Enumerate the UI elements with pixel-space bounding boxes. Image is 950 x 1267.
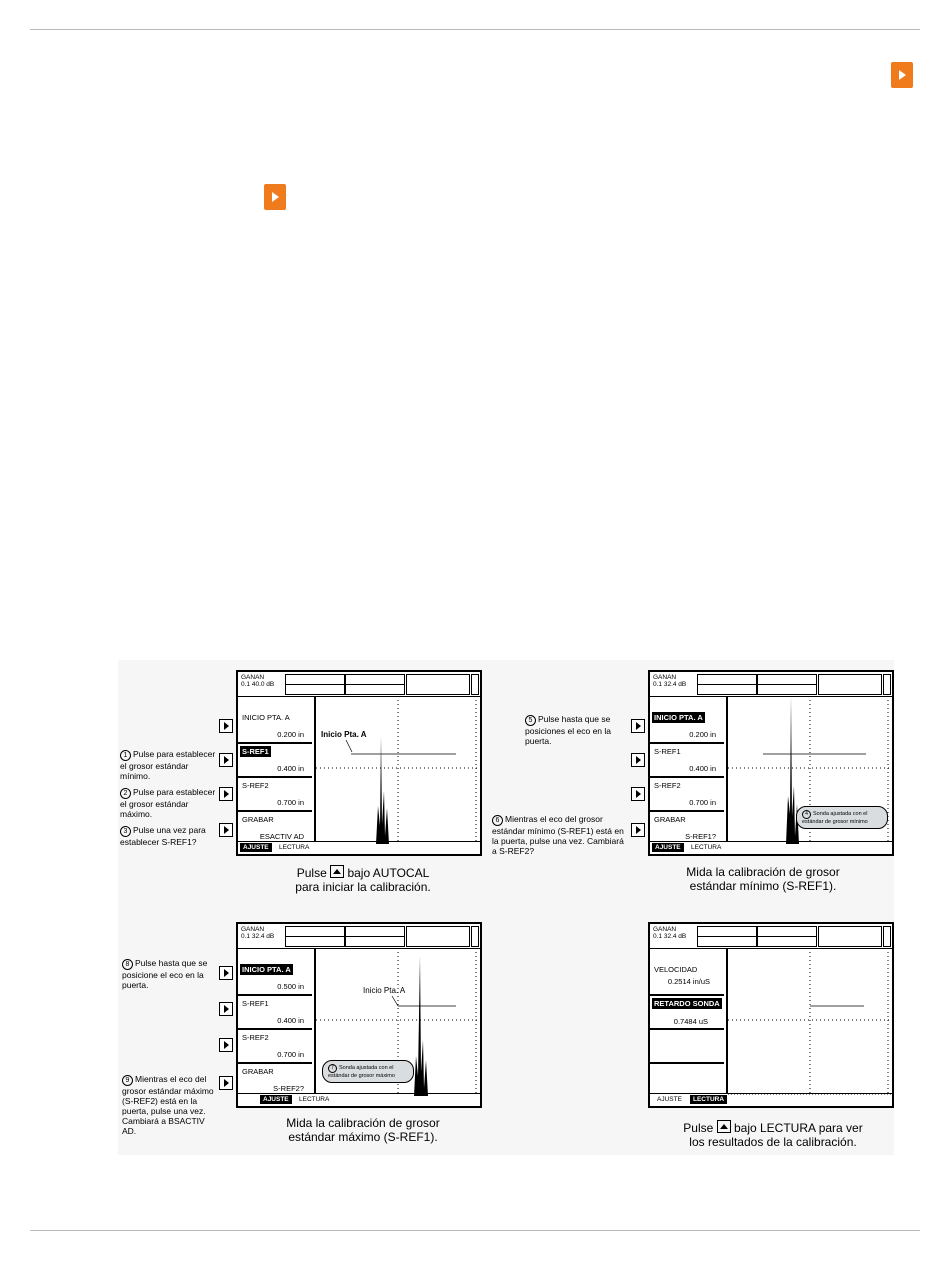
gain-readout: GANAN 0.1 32.4 dB xyxy=(653,926,687,940)
screen-panel-1 xyxy=(236,670,482,856)
screen-panel-2 xyxy=(648,670,894,856)
tab-lectura[interactable]: LECTURA xyxy=(691,844,722,851)
menu-column xyxy=(650,696,728,842)
gate-label: Inicio Pta. A xyxy=(363,986,406,995)
menu-item-inicio[interactable]: INICIO PTA. A 0.200 in xyxy=(238,710,312,744)
panel-footer-tabs xyxy=(238,841,480,854)
panel-footer-tabs xyxy=(238,1093,480,1106)
note-5: 5 Pulse hasta que se posiciones el eco en la puerta. xyxy=(525,714,612,746)
menu-item-sref2[interactable]: S-REF2 0.700 in xyxy=(238,1030,312,1064)
screen-panel-3 xyxy=(236,922,482,1108)
menu-item-sref1[interactable]: S-REF1 0.400 in xyxy=(238,996,312,1030)
panel-header xyxy=(238,924,480,949)
note-9: 9 Mientras el eco del grosor estándar máximo (S-REF2) está en la puerta, pulse una vez. Cambiará a BSACTIV AD. xyxy=(122,1074,214,1136)
info-bubble: 7 Sonda ajustada con el estándar de grosor máximo xyxy=(322,1060,414,1083)
bottom-rule xyxy=(30,1230,920,1231)
menu-item-inicio[interactable]: INICIO PTA. A 0.200 in xyxy=(650,710,724,744)
info-bubble: 4 Sonda ajustada con el estándar de grosor mínimo xyxy=(796,806,888,829)
menu-item-sref1[interactable]: S-REF1 0.400 in xyxy=(650,744,724,778)
side-arrow-button[interactable] xyxy=(219,823,233,837)
play-button-top[interactable] xyxy=(891,62,913,88)
menu-item-empty xyxy=(650,1030,724,1064)
tab-lectura[interactable]: LECTURA xyxy=(690,1095,727,1104)
menu-item-sref2[interactable]: S-REF2 0.700 in xyxy=(238,778,312,812)
gain-readout: GANAN 0.1 32.4 dB xyxy=(653,674,687,688)
menu-item-velocidad[interactable]: VELOCIDAD 0.2514 in/uS xyxy=(650,962,724,996)
screen-panel-4 xyxy=(648,922,894,1108)
a-scan-display xyxy=(316,948,480,1094)
panel-footer-tabs xyxy=(650,841,892,854)
gain-readout: GANAN 0.1 40.0 dB xyxy=(241,674,275,688)
tab-lectura[interactable]: LECTURA xyxy=(299,1096,330,1103)
calibration-figure xyxy=(118,660,894,1155)
menu-item-grabar[interactable]: GRABAR ESACTIV AD xyxy=(242,815,304,841)
panel-footer-tabs xyxy=(650,1093,892,1106)
side-arrow-button[interactable] xyxy=(631,753,645,767)
top-rule xyxy=(30,29,920,30)
menu-item-inicio[interactable]: INICIO PTA. A 0.500 in xyxy=(238,962,312,996)
side-arrow-button[interactable] xyxy=(219,719,233,733)
gate-label: Inicio Pta. A xyxy=(321,730,367,739)
menu-item-grabar[interactable]: GRABAR S-REF1? xyxy=(654,815,716,841)
caption-1: Pulse bajo AUTOCAL para iniciar la calibración. xyxy=(295,866,431,894)
side-arrow-button[interactable] xyxy=(219,1038,233,1052)
panel-header xyxy=(650,924,892,949)
side-arrow-button[interactable] xyxy=(219,966,233,980)
menu-column xyxy=(650,948,728,1094)
panel-header xyxy=(650,672,892,697)
play-button-mid[interactable] xyxy=(264,184,286,210)
a-scan-display xyxy=(728,948,892,1094)
side-arrow-button[interactable] xyxy=(631,719,645,733)
a-scan-display xyxy=(316,696,480,842)
caption-4: Pulse bajo LECTURA para ver los resultados de la calibración. xyxy=(683,1121,863,1149)
note-3: 3 Pulse una vez para establecer S-REF1? xyxy=(120,825,206,847)
note-1: 1 Pulse para establecer el grosor estándar mínimo. xyxy=(120,749,216,781)
side-arrow-button[interactable] xyxy=(631,787,645,801)
gain-readout: GANAN 0.1 32.4 dB xyxy=(241,926,275,940)
tab-ajuste[interactable]: AJUSTE xyxy=(657,1096,682,1103)
note-2: 2 Pulse para establecer el grosor estándar máximo. xyxy=(120,787,216,819)
side-arrow-button[interactable] xyxy=(219,787,233,801)
up-key-icon xyxy=(717,1120,731,1133)
menu-item-empty xyxy=(650,1064,724,1096)
up-key-icon xyxy=(330,865,344,878)
side-arrow-button[interactable] xyxy=(219,1002,233,1016)
caption-3: Mida la calibración de grosor estándar máximo (S-REF1). xyxy=(286,1116,440,1144)
tab-lectura[interactable]: LECTURA xyxy=(279,844,310,851)
menu-item-retardo[interactable]: RETARDO SONDA 0.7484 uS xyxy=(650,996,724,1030)
menu-item-grabar[interactable]: GRABAR S-REF2? xyxy=(242,1067,304,1093)
menu-item-sref2[interactable]: S-REF2 0.700 in xyxy=(650,778,724,812)
menu-column xyxy=(238,696,316,842)
panel-header xyxy=(238,672,480,697)
a-scan-display xyxy=(728,696,892,842)
side-arrow-button[interactable] xyxy=(219,1076,233,1090)
tab-ajuste[interactable]: AJUSTE xyxy=(652,843,684,852)
note-8: 8 Pulse hasta que se posicione el eco en la puerta. xyxy=(122,958,208,990)
tab-ajuste[interactable]: AJUSTE xyxy=(240,843,272,852)
side-arrow-button[interactable] xyxy=(219,753,233,767)
side-arrow-button[interactable] xyxy=(631,823,645,837)
caption-2: Mida la calibración de grosor estándar mínimo (S-REF1). xyxy=(686,865,840,893)
note-6: 6 Mientras el eco del grosor estándar mínimo (S-REF1) está en la puerta, pulse una vez. Cambiará a S-REF2? xyxy=(492,814,624,856)
tab-ajuste[interactable]: AJUSTE xyxy=(260,1095,292,1104)
menu-item-sref1[interactable]: S-REF1 0.400 in xyxy=(238,744,312,778)
menu-column xyxy=(238,948,316,1094)
